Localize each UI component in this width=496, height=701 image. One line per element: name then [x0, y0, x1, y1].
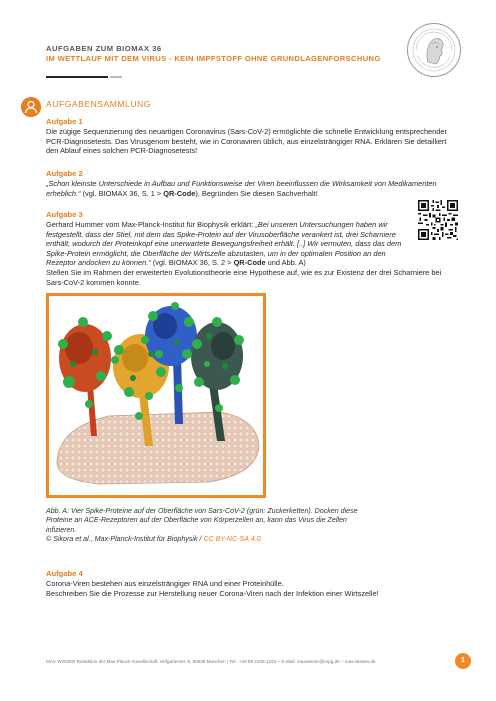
task-quote: „Bei unseren Untersuchungen haben wir festgestellt, dass der Stiel, mit dem das Spike-Protein auf der Virusoberfläche verankert ist, drei Scharniere enthält, wodurch der Proteinkopf eine unerwartete Bewegungsfreiheit erhält. [..] Wir vermuten, dass das dem Spike-Protein ermöglicht, die Oberfläche der Wirtszelle abzutasten, um in der optimalen Position an den Rezeptor andocken zu können.“	[46, 220, 402, 268]
caption-text: Abb. A: Vier Spike-Proteine auf der Oberfläche von Sars-CoV-2 (grün: Zuckerketten). Docken diese Proteine an ACE-Rezeptoren auf der Oberfläche von Körperzellen an, kann das Virus die Zellen infizieren.	[46, 507, 358, 534]
task-ref: (vgl. BIOMAX 36, S. 1 >	[80, 188, 164, 198]
section-title: AUFGABENSAMMLUNG	[46, 99, 151, 109]
task-text: Corona-Viren bestehen aus einzelsträngiger RNA und einer Proteinhülle.	[46, 579, 284, 588]
qr-code-link[interactable]: QR-Code	[163, 188, 196, 198]
task-text-2: Beschreiben Sie die Prozesse zur Herstellung neuer Corona-Viren nach der Infektion einer Wirtszelle!	[46, 588, 379, 598]
task-ref-end: ). Begründen Sie diesen Sachverhalt!	[195, 188, 318, 198]
footer-text: MAX WISSEN Redaktion der Max-Planck-Gesellschaft, Hofgartenstr. 8, 80539 München | Tel.: +49 89 2108-1242 – E-Mail: maxwissen@mpg.de – max-wissen.de	[46, 659, 376, 664]
figure-spike-proteins	[46, 293, 266, 498]
header-rule-accent	[110, 76, 122, 78]
task-label: Aufgabe 3	[46, 210, 83, 219]
task-text: Die zügige Sequenzierung des neuartigen Coronavirus (Sars-CoV-2) ermöglichte die schnelle Entwicklung entsprechender PCR-Diagnosetests. Das Virusgenom besteht, wie in Coronaviren üblich, aus einzelsträngiger RNA. Erklären Sie detailliert den Ablauf eines solchen PCR-Diagnosetests!	[46, 127, 447, 156]
task-text-2: Stellen Sie im Rahmen der erweiterten Evolutionstheorie eine Hypothese auf, wie es zur Existenz der drei Scharniere bei Sars-CoV-2 kommen konnte.	[46, 267, 442, 287]
caption-credit: © Sikora et al., Max-Planck-Institut für Biophysik /	[46, 535, 204, 544]
task-ref-end: und Abb. A)	[265, 258, 306, 268]
task-quote: „Schon kleinste Unterschiede in Aufbau und Funktionsweise der Viren beeinflussen die Wirksamkeit von Medikamenten erheblich.“	[46, 179, 437, 198]
max-planck-seal-logo	[406, 22, 462, 78]
task-2	[46, 169, 451, 198]
page-number: 1	[455, 653, 471, 669]
task-label: Aufgabe 2	[46, 169, 83, 178]
header-subtitle: IM WETTLAUF MIT DEM VIRUS - KEIN IMPFSTOFF OHNE GRUNDLAGENFORSCHUNG	[46, 54, 381, 63]
task-label: Aufgabe 4	[46, 569, 83, 578]
task-label: Aufgabe 1	[46, 117, 83, 126]
task-text	[46, 179, 451, 198]
spike-protein-illustration	[49, 296, 263, 495]
qr-code[interactable]	[418, 200, 458, 240]
user-icon	[21, 97, 41, 117]
task-intro: Gerhard Hummer vom Max-Planck-Institut für Biophysik erklärt:	[46, 220, 256, 229]
license-link[interactable]: CC BY-NC-SA 4.0	[203, 535, 261, 544]
header-kicker: AUFGABEN ZUM BIOMAX 36	[46, 44, 162, 53]
task-text	[46, 220, 414, 268]
qr-code-link[interactable]: QR-Code	[233, 258, 266, 268]
task-ref: (vgl. BIOMAX 36, S. 2 >	[150, 258, 234, 268]
figure-caption	[46, 507, 376, 545]
header-rule	[46, 76, 108, 78]
task-1	[46, 117, 451, 156]
task-3	[46, 210, 442, 287]
task-4	[46, 569, 451, 598]
